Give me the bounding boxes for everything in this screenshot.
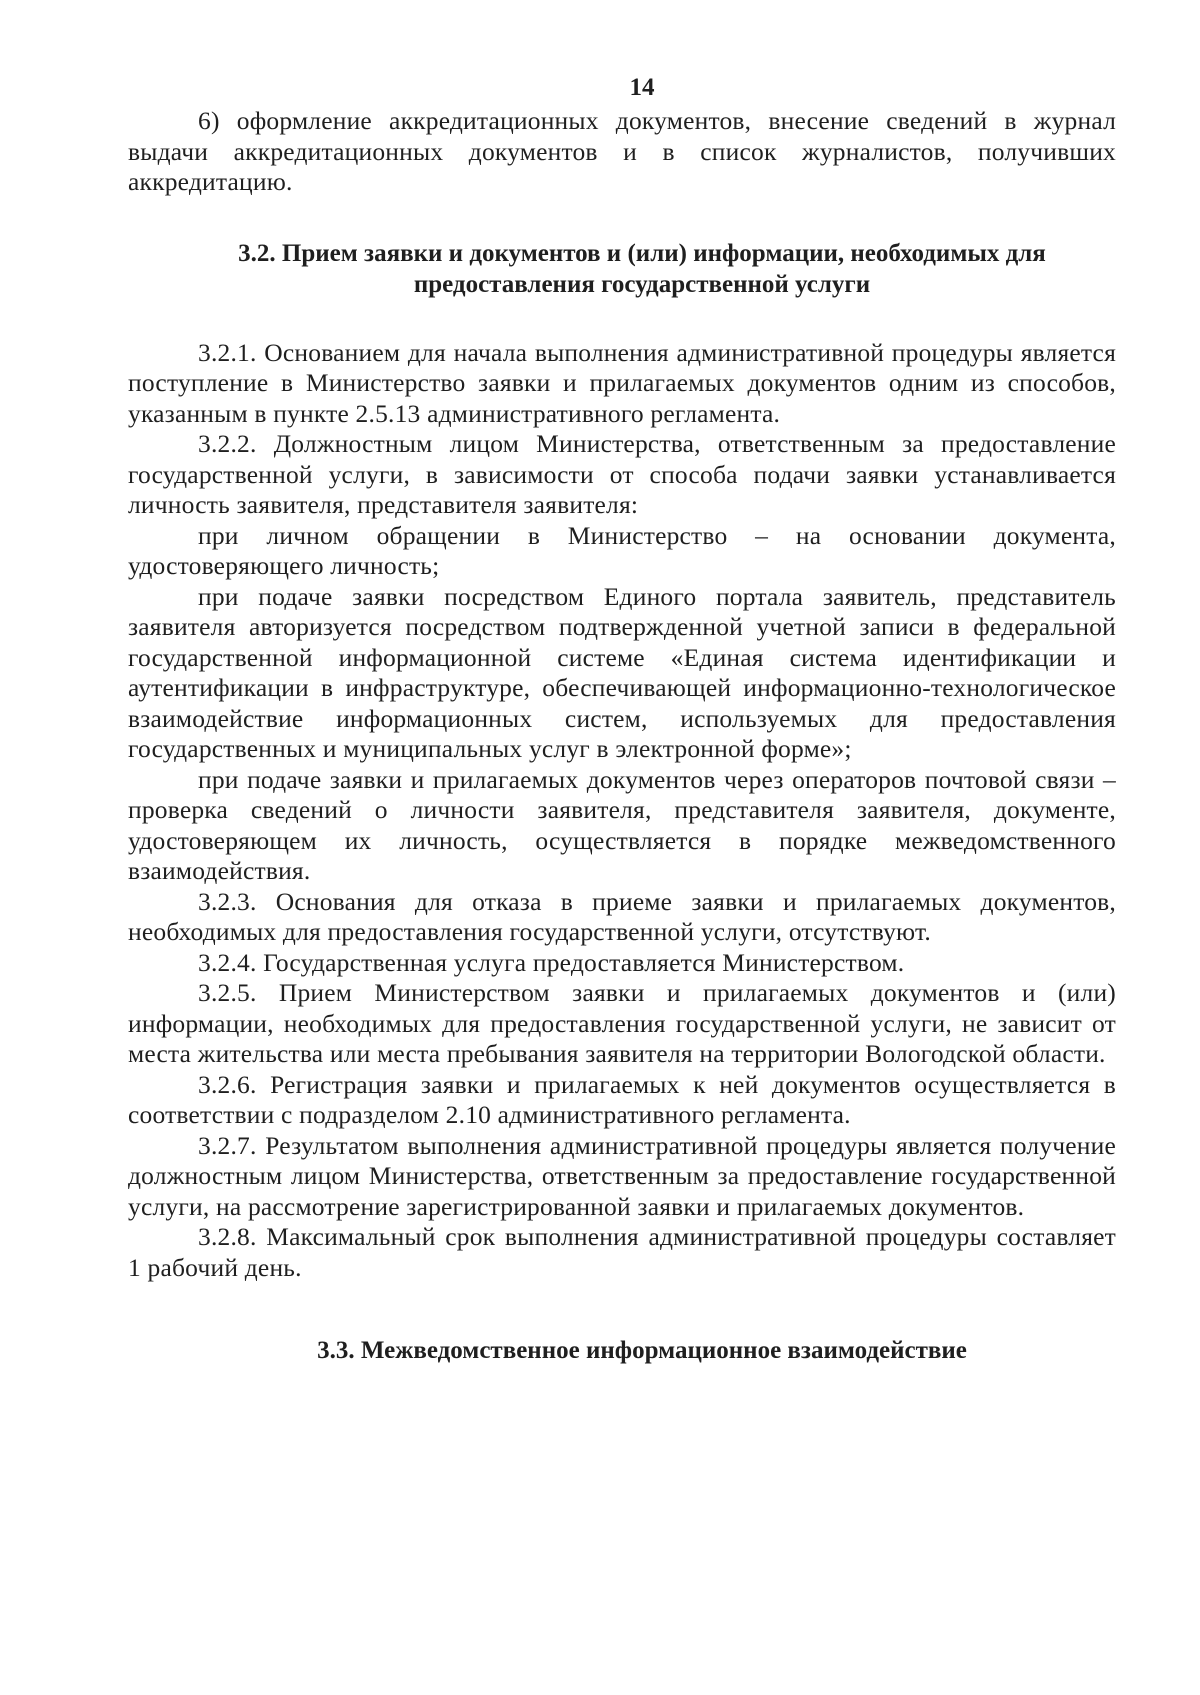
paragraph-3-2-8: 3.2.8. Максимальный срок выполнения административной процедуры составляет 1 рабочий день. xyxy=(128,1222,1116,1282)
paragraph-3-2-5: 3.2.5. Прием Министерством заявки и прилагаемых документов и (или) информации, необходимых для предоставления государственной услуги, не зависит от места жительства или места пребывания заявителя на территории Вологодской области. xyxy=(128,978,1116,1068)
paragraph-3-2-4: 3.2.4. Государственная услуга предоставляется Министерством. xyxy=(198,947,905,977)
page-number: 14 xyxy=(629,74,655,101)
paragraph-personal-visit: при личном обращении в Министерство – на основании документа, удостоверяющего личность; xyxy=(128,520,1116,580)
paragraph-3-2-1: 3.2.1. Основанием для начала выполнения административной процедуры является поступление в Министерство заявки и прилагаемых документов одним из способов, указанным в пункте 2.5.13 административного регламента. xyxy=(128,337,1116,428)
paragraph-3-2-2: 3.2.2. Должностным лицом Министерства, ответственным за предоставление государственной услуги, в зависимости от способа подачи заявки устанавливается личность заявителя, представителя заявителя: xyxy=(128,429,1116,519)
paragraph-item-6: 6) оформление аккредитационных документов, внесение сведений в журнал выдачи аккредитационных документов и в список журналистов, получивших аккредитацию. xyxy=(128,106,1116,196)
section-heading-3-2: 3.2. Прием заявки и документов и (или) информации, необходимых для предоставления государственной услуги xyxy=(238,239,1046,298)
paragraph-3-2-6: 3.2.6. Регистрация заявки и прилагаемых к ней документов осуществляется в соответствии с подразделом 2.10 административного регламента. xyxy=(128,1069,1116,1129)
paragraph-3-2-7: 3.2.7. Результатом выполнения административной процедуры является получение должностным лицом Министерства, ответственным за предоставление государственной услуги, на рассмотрение зарегистрированной заявки и прилагаемых документов. xyxy=(128,1130,1116,1221)
section-heading-3-3: 3.3. Межведомственное информационное взаимодействие xyxy=(317,1337,967,1364)
paragraph-postal: при подаче заявки и прилагаемых документов через операторов почтовой связи – проверка сведений о личности заявителя, представителя заявителя, документе, удостоверяющем их личность, осуществляется в порядке межведомственного взаимодействия. xyxy=(128,764,1116,885)
paragraph-unified-portal: при подаче заявки посредством Единого портала заявитель, представитель заявителя авторизуется посредством подтвержденной учетной записи в федеральной государственной информационной системе «Единая система идентификации и аутентификации в инфраструктуре, обеспечивающей информационно-технологическое взаимодействие информационных систем, используемых для предоставления государственных и муниципальных услуг в электронной форме»; xyxy=(128,581,1116,763)
paragraph-3-2-3: 3.2.3. Основания для отказа в приеме заявки и прилагаемых документов, необходимых для предоставления государственной услуги, отсутствуют. xyxy=(128,886,1116,946)
